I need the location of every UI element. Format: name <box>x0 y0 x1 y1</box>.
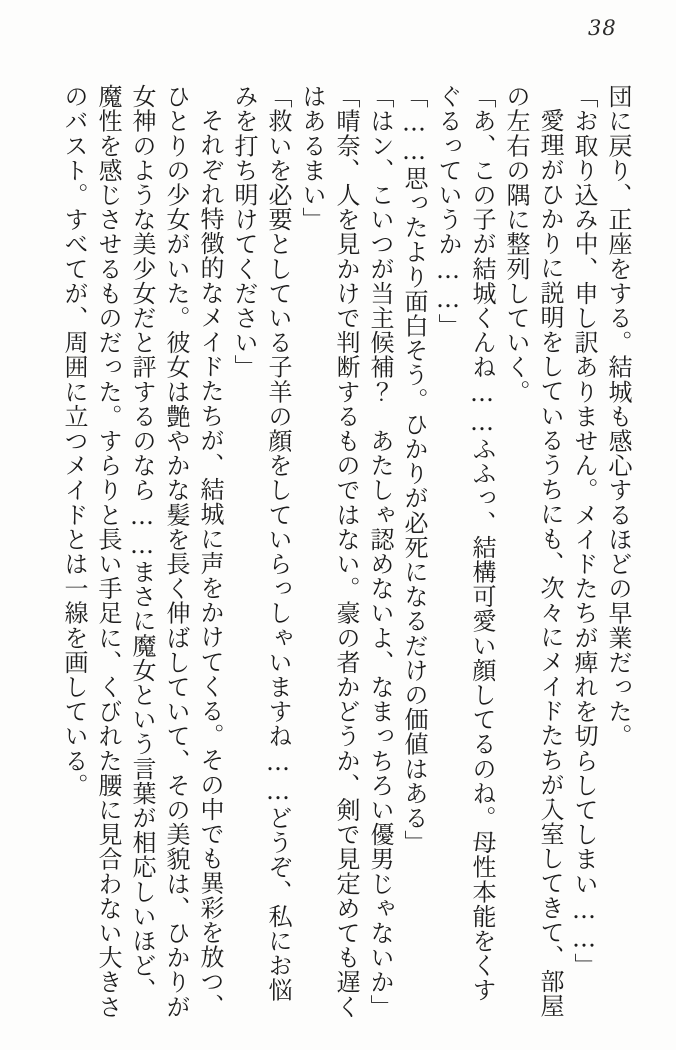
paragraph-dialogue: 「はン、こいつが当主候補？ あたしゃ認めないよ、なまっちろい優男じゃないか」 <box>366 84 394 1019</box>
paragraph-narration: それぞれ特徴的なメイドたちが、結城に声をかけてくる。その中でも異彩を放つ、ひとりの少女がいた。彼女は艶やかな髪を長く伸ばしていて、その美貌は、ひかりが女神のような美少女だと評するのなら……まさに魔女という言葉が相応しいほど、魔性を感じさせるものだった。すらりと長い手足に、くびれた腰に見合わない大きさのバスト。すべてが、周囲に立つメイドとは一線を画している。 <box>60 84 224 1019</box>
paragraph-dialogue: 「……思ったより面白そう。ひかりが必死になるだけの価値はある」 <box>400 84 428 855</box>
text-block <box>57 84 635 1022</box>
paragraph-narration: 愛理がひかりに説明をしているうちにも、次々にメイドたちが入室してきて、部屋の左右の隅に整列していく。 <box>502 84 564 1019</box>
paragraph-dialogue: 「お取り込み中、申し訳ありません。メイドたちが痺れを切らしてしまい……」 <box>570 84 598 978</box>
page-number: 38 <box>588 16 617 40</box>
paragraph-dialogue: 「晴奈、人を見かけで判断するものではない。豪の者かどうか、剣で見定めても遅くはあるまい」 <box>298 84 360 1019</box>
paragraph-dialogue: 「救いを必要としている子羊の顔をしていらっしゃいますね……どうぞ、私にお悩みを打ち明けてください」 <box>230 84 292 1003</box>
paragraph-dialogue: 「あ、この子が結城くんね……ふふっ、結構可愛い顔してるのね。母性本能をくすぐるっていうか……」 <box>434 84 496 1003</box>
paragraph-narration: 団に戻り、正座をする。結城も感心するほどの早業だった。 <box>604 84 632 749</box>
